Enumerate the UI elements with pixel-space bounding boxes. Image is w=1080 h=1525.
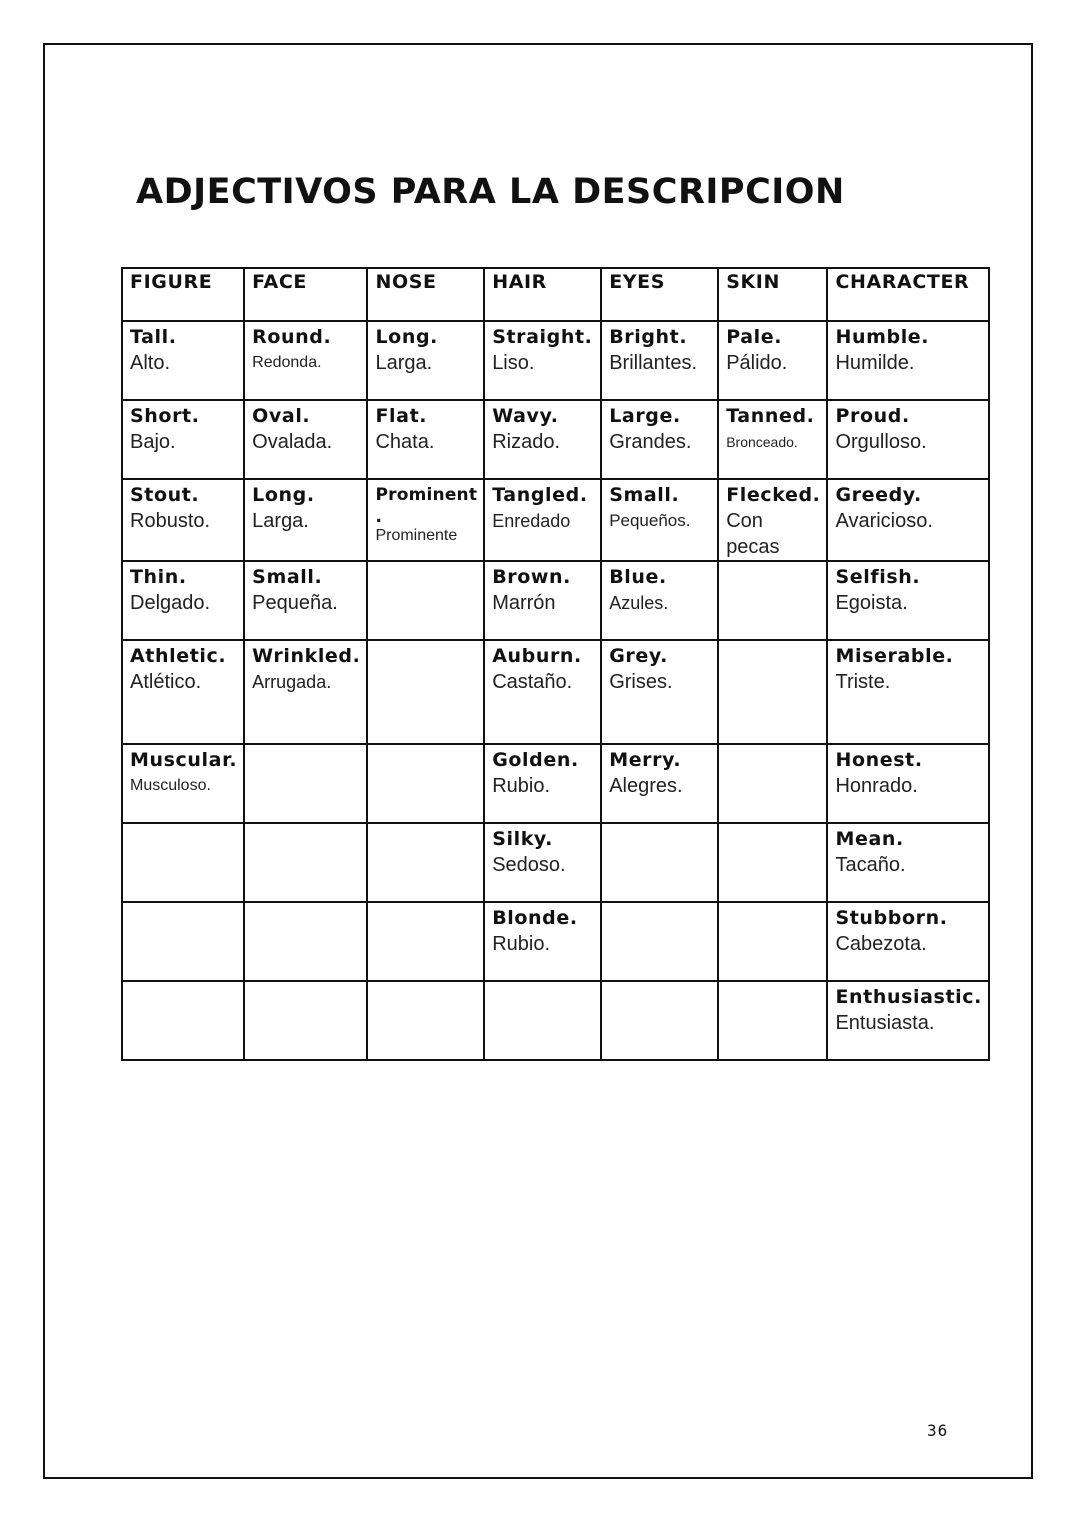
table-cell (484, 479, 601, 561)
table-cell (122, 981, 244, 1060)
spanish-word: Arrugada. (252, 672, 332, 692)
table-cell (484, 744, 601, 823)
table-cell (367, 744, 484, 823)
table-cell (601, 400, 718, 479)
spanish-word: Alegres. (609, 775, 683, 797)
table-cell (718, 561, 827, 640)
table-cell (601, 981, 718, 1060)
table-cell (484, 561, 601, 640)
table-cell (718, 400, 827, 479)
english-word: Stout. (130, 484, 200, 506)
spanish-word: Prominente (375, 527, 458, 544)
header-figure: FIGURE (122, 268, 244, 321)
english-word: Stubborn. (835, 907, 948, 929)
spanish-word: Pequeños. (609, 511, 691, 530)
english-word: Grey. (609, 645, 668, 667)
table-cell (718, 640, 827, 744)
table-cell (827, 744, 988, 823)
spanish-word: Orgulloso. (835, 431, 927, 453)
page-title: ADJECTIVOS PARA LA DESCRIPCION (136, 172, 845, 212)
table-row (122, 981, 989, 1060)
english-word: Tanned. (726, 405, 815, 427)
spanish-word: Egoista. (835, 592, 908, 614)
table-cell (367, 321, 484, 400)
table-cell (601, 640, 718, 744)
english-word: Muscular. (130, 749, 238, 771)
header-character: CHARACTER (827, 268, 988, 321)
table-cell (827, 561, 988, 640)
spanish-word: Marrón (492, 592, 556, 614)
table-cell (601, 479, 718, 561)
table-row (122, 640, 989, 744)
table-cell (827, 400, 988, 479)
table-cell (718, 479, 827, 561)
table-cell (244, 400, 367, 479)
table-row (122, 823, 989, 902)
english-word: Wrinkled. (252, 645, 361, 667)
english-word: Honest. (835, 749, 923, 771)
table-cell (827, 640, 988, 744)
english-word: Silky. (492, 828, 553, 850)
table-cell (484, 400, 601, 479)
spanish-word: Brillantes. (609, 352, 697, 374)
spanish-word: Ovalada. (252, 431, 333, 453)
spanish-word: Robusto. (130, 510, 211, 532)
english-word: Auburn. (492, 645, 582, 667)
english-word: Enthusiastic. (835, 986, 982, 1008)
stray-period: . (375, 507, 382, 527)
english-word: Merry. (609, 749, 682, 771)
english-word: Long. (252, 484, 315, 506)
table-cell (827, 823, 988, 902)
english-word: Small. (609, 484, 680, 506)
english-word: Blonde. (492, 907, 578, 929)
table-cell (827, 981, 988, 1060)
header-nose: NOSE (367, 268, 484, 321)
english-word: Straight. (492, 326, 593, 348)
spanish-word: Rubio. (492, 933, 550, 955)
english-word: Short. (130, 405, 200, 427)
english-word: Tangled. (492, 484, 588, 506)
table-cell (367, 479, 484, 561)
adjectives-table (121, 267, 990, 1061)
spanish-word: Bronceado. (726, 434, 798, 450)
table-cell (601, 561, 718, 640)
english-word: Prominent (375, 485, 478, 505)
spanish-word: Cabezota. (835, 933, 927, 955)
table-cell (122, 479, 244, 561)
english-word: Round. (252, 326, 332, 348)
table-cell (718, 823, 827, 902)
spanish-word: Honrado. (835, 775, 918, 797)
table-cell (122, 823, 244, 902)
english-word: Blue. (609, 566, 667, 588)
english-word: Long. (375, 326, 438, 348)
spanish-word: Entusiasta. (835, 1012, 935, 1034)
table-cell (484, 640, 601, 744)
spanish-word: Alto. (130, 352, 171, 374)
table-cell (122, 321, 244, 400)
table-cell (484, 321, 601, 400)
table-cell (122, 902, 244, 981)
spanish-word: Triste. (835, 671, 891, 693)
english-word: Proud. (835, 405, 910, 427)
table-row (122, 902, 989, 981)
english-word: Pale. (726, 326, 783, 348)
table-row (122, 479, 989, 561)
header-row (122, 268, 989, 321)
spanish-word: Sedoso. (492, 854, 566, 876)
english-word: Wavy. (492, 405, 559, 427)
english-word: Thin. (130, 566, 187, 588)
english-word: Selfish. (835, 566, 921, 588)
table-cell (718, 321, 827, 400)
table-cell (244, 561, 367, 640)
spanish-word: Rizado. (492, 431, 560, 453)
table-row (122, 321, 989, 400)
spanish-word: Grandes. (609, 431, 692, 453)
header-skin: SKIN (718, 268, 827, 321)
english-word: Athletic. (130, 645, 227, 667)
table-cell (601, 823, 718, 902)
english-word: Tall. (130, 326, 177, 348)
table-cell (367, 400, 484, 479)
english-word: Flat. (375, 405, 428, 427)
table-cell (244, 744, 367, 823)
spanish-word: Rubio. (492, 775, 550, 797)
table-cell (718, 981, 827, 1060)
spanish-word: Pequeña. (252, 592, 338, 614)
spanish-word: Castaño. (492, 671, 573, 693)
spanish-word: Pálido. (726, 352, 788, 374)
table-cell (827, 321, 988, 400)
table-cell (601, 744, 718, 823)
table-cell (367, 561, 484, 640)
english-word: Small. (252, 566, 323, 588)
table-cell (367, 823, 484, 902)
spanish-word: Redonda. (252, 354, 322, 371)
spanish-word: Chata. (375, 431, 435, 453)
table-cell (718, 744, 827, 823)
table-row (122, 561, 989, 640)
english-word: Golden. (492, 749, 579, 771)
english-word: Mean. (835, 828, 904, 850)
spanish-word: Bajo. (130, 431, 176, 453)
table-cell (484, 981, 601, 1060)
table-cell (484, 902, 601, 981)
table-cell (122, 561, 244, 640)
table-cell (367, 981, 484, 1060)
english-word: Humble. (835, 326, 930, 348)
spanish-word: Tacaño. (835, 854, 906, 876)
header-eyes: EYES (601, 268, 718, 321)
table-cell (601, 321, 718, 400)
table-cell (367, 640, 484, 744)
spanish-word: Azules. (609, 593, 669, 613)
spanish-word: Grises. (609, 671, 673, 693)
spanish-word: Delgado. (130, 592, 211, 614)
table-cell (718, 902, 827, 981)
table-cell (827, 479, 988, 561)
table-cell (244, 321, 367, 400)
spanish-word: Larga. (252, 510, 309, 532)
spanish-word: Avaricioso. (835, 510, 933, 532)
english-word: Large. (609, 405, 681, 427)
english-word: Oval. (252, 405, 311, 427)
english-word: Bright. (609, 326, 688, 348)
spanish-word: Musculoso. (130, 777, 211, 794)
english-word: Flecked. (726, 484, 821, 506)
spanish-word: Atlético. (130, 671, 202, 693)
spanish-word: Enredado (492, 511, 571, 531)
table-cell (244, 981, 367, 1060)
table-cell (827, 902, 988, 981)
table-row (122, 400, 989, 479)
spanish-word: Con pecas (726, 510, 780, 558)
table-cell (484, 823, 601, 902)
spanish-word: Larga. (375, 352, 433, 374)
header-face: FACE (244, 268, 367, 321)
table-cell (367, 902, 484, 981)
table-cell (122, 400, 244, 479)
page-number: 36 (927, 1421, 949, 1440)
table-cell (122, 640, 244, 744)
english-word: Miserable. (835, 645, 954, 667)
table-cell (244, 640, 367, 744)
spanish-word: Humilde. (835, 352, 915, 374)
table-cell (244, 479, 367, 561)
header-hair: HAIR (484, 268, 601, 321)
table-cell (244, 823, 367, 902)
table-cell (122, 744, 244, 823)
table-row (122, 744, 989, 823)
table-cell (601, 902, 718, 981)
table-cell (244, 902, 367, 981)
spanish-word: Liso. (492, 352, 535, 374)
english-word: Brown. (492, 566, 571, 588)
english-word: Greedy. (835, 484, 922, 506)
